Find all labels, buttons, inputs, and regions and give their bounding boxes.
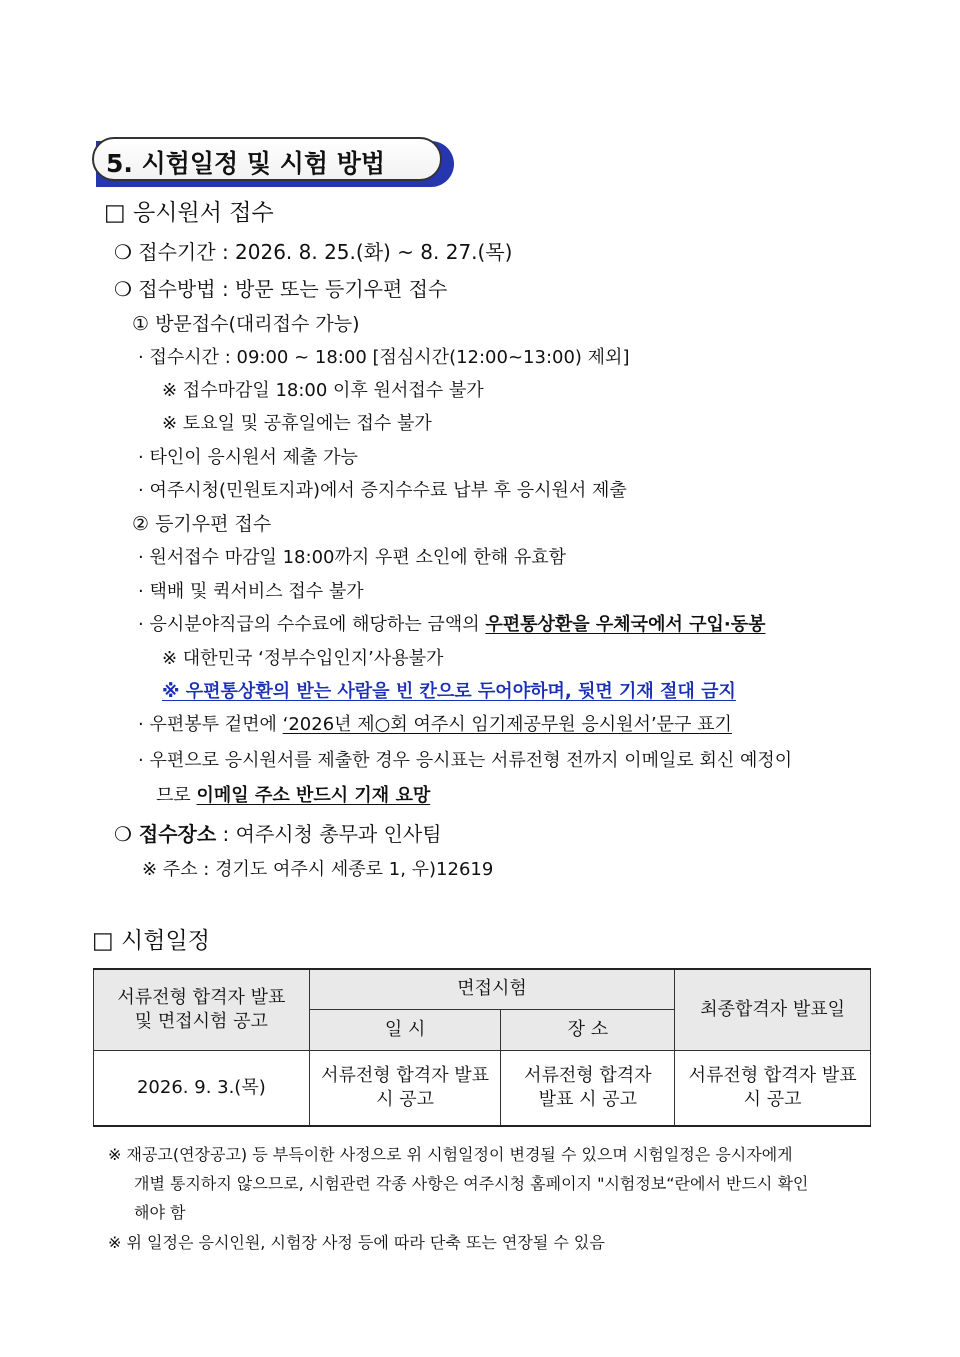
footnote-1-line-2: 개별 통지하지 않으므로, 시험관련 각종 사항은 여주시청 홈페이지 "시험정보“란에서 반드시 확인 (134, 1174, 809, 1193)
footnote-1-line-1: ※ 재공고(연장공고) 등 부득이한 사정으로 위 시험일정이 변경될 수 있으며 시험일정은 응시자에게 (108, 1145, 793, 1164)
mail-item-2: · 택배 및 퀵서비스 접수 불가 (138, 581, 364, 602)
schedule-heading: □ 시험일정 (92, 928, 210, 954)
visit-note-2: ※ 토요일 및 공휴일에는 접수 불가 (162, 413, 432, 434)
cell-interview-datetime: 서류전형 합격자 발표 시 공고 (309, 1051, 501, 1127)
header-interview-datetime: 일 시 (309, 1010, 501, 1051)
mail-item-3-text: · 응시분야직급의 수수료에 해당하는 금액의 (138, 614, 486, 635)
mail-item-4-emphasis: ‘2026년 제○회 여주시 임기제공무원 응시원서’문구 표기 (282, 714, 732, 735)
header-announcement: 서류전형 합격자 발표 및 면접시험 공고 (94, 969, 310, 1051)
method-row (114, 277, 447, 301)
period-value: : 2026. 8. 25.(화) ~ 8. 27.(목) (221, 240, 513, 264)
mail-item-4-text: · 우편봉투 겉면에 (138, 714, 283, 735)
place-value: : 여주시청 총무과 인사팀 (222, 822, 442, 846)
cell-interview-place: 서류전형 합격자 발표 시 공고 (501, 1051, 675, 1127)
period-row (114, 240, 512, 264)
visit-title: ① 방문접수(대리접수 가능) (132, 313, 360, 335)
schedule-table (93, 968, 871, 1127)
mail-item-5-line-2 (156, 785, 430, 807)
visit-note-1: ※ 접수마감일 18:00 이후 원서접수 불가 (162, 380, 484, 401)
footnote-2: ※ 위 일정은 응시인원, 시험장 사정 등에 따라 단축 또는 연장될 수 있음 (108, 1233, 605, 1252)
cell-announcement-date: 2026. 9. 3.(목) (94, 1051, 310, 1127)
header-interview: 면접시험 (309, 969, 675, 1010)
visit-item-2: · 여주시청(민원토지과)에서 증지수수료 납부 후 응시원서 제출 (138, 480, 627, 501)
place-row (114, 822, 442, 846)
visit-hours: · 접수시간 : 09:00 ~ 18:00 [점심시간(12:00~13:00) 제외] (138, 347, 630, 368)
cell-final-result: 서류전형 합격자 발표 시 공고 (675, 1051, 871, 1127)
section-title: 5. 시험일정 및 시험 방법 (106, 149, 386, 178)
mail-item-5-line-1: · 우편으로 응시원서를 제출한 경우 응시표는 서류전형 전까지 이메일로 회신 예정이 (138, 750, 793, 771)
mail-item-3-emphasis: 우편통상환을 우체국에서 구입·동봉 (485, 614, 766, 635)
header-final-result: 최종합격자 발표일 (675, 969, 871, 1051)
mail-item-5-text: 므로 (156, 785, 197, 806)
mail-item-5-emphasis: 이메일 주소 반드시 기재 요망 (196, 785, 431, 806)
method-value: : 방문 또는 등기우편 접수 (221, 277, 448, 301)
mail-note-2-warning: ※ 우편통상환의 받는 사람을 빈 칸으로 두어야하며, 뒷면 기재 절대 금지 (162, 681, 736, 702)
mail-title: ② 등기우편 접수 (132, 513, 272, 535)
mail-note-1: ※ 대한민국 ‘정부수입인지’사용불가 (162, 648, 444, 669)
footnote-1-line-3: 해야 함 (134, 1203, 186, 1222)
visit-item-1: · 타인이 응시원서 제출 가능 (138, 447, 358, 468)
mail-item-1: · 원서접수 마감일 18:00까지 우편 소인에 한해 유효함 (138, 547, 567, 568)
header-interview-place: 장 소 (501, 1010, 675, 1051)
application-heading: □ 응시원서 접수 (104, 200, 274, 226)
place-label: ❍ 접수장소 (114, 822, 217, 846)
address: ※ 주소 : 경기도 여주시 세종로 1, 우)12619 (142, 859, 494, 880)
method-label: ❍ 접수방법 (114, 277, 216, 301)
mail-item-3 (138, 614, 766, 636)
period-label: ❍ 접수기간 (114, 240, 216, 264)
mail-item-4 (138, 714, 732, 736)
